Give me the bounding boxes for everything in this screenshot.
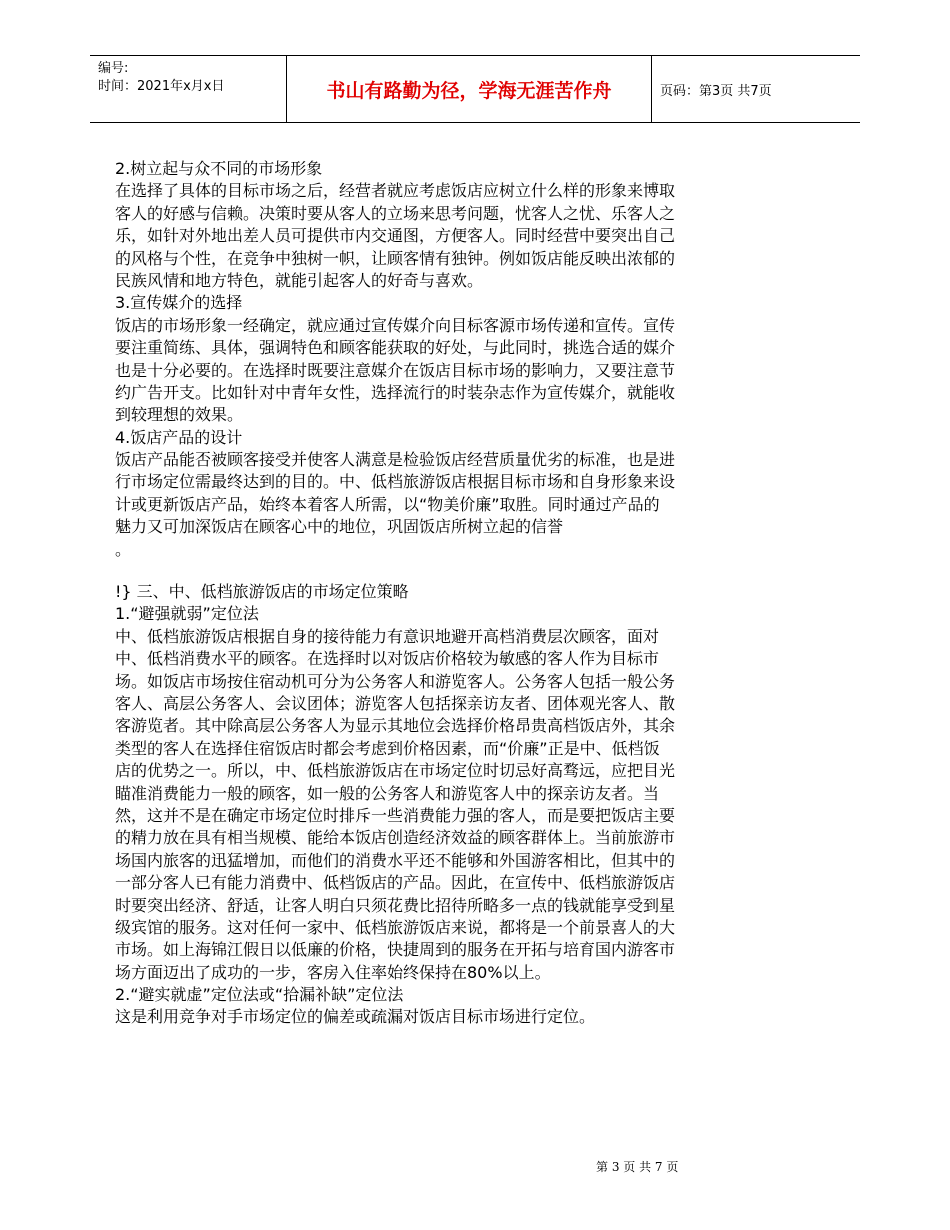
text-line: 乐，如针对外地出差人员可提供市内交通图，方便客人。同时经营中要突出自己 <box>115 226 676 246</box>
text-line: 场方面迈出了成功的一步，客房入住率始终保持在80%以上。 <box>115 962 551 982</box>
text-line: 3.宣传媒介的选择 <box>115 293 243 313</box>
text-line: 1.“避强就弱”定位法 <box>115 604 259 624</box>
text-line: 饭店产品能否被顾客接受并使客人满意是检验饭店经营质量优劣的标准，也是进 <box>115 450 676 470</box>
text-line: 约广告开支。比如针对中青年女性，选择流行的时装杂志作为宣传媒介，就能收 <box>115 382 676 402</box>
text-line: 店的优势之一。所以，中、低档旅游饭店在市场定位时切忌好高骛远，应把目光 <box>115 761 676 781</box>
text-line: 客人的好感与信赖。决策时要从客人的立场来思考问题，忧客人之忧、乐客人之 <box>115 203 676 223</box>
text-line: 行市场定位需最终达到的目的。中、低档旅游饭店根据目标市场和自身形象来设 <box>115 472 676 492</box>
text-line: 到较理想的效果。 <box>115 405 244 425</box>
text-line <box>115 561 775 581</box>
text-line: 。 <box>115 539 132 559</box>
page-footer: 第 3 页 共 7 页 <box>596 1160 679 1174</box>
text-line: 的风格与个性，在竞争中独树一帜，让顾客情有独钟。例如饭店能反映出浓郁的 <box>115 248 676 268</box>
text-line: 场。如饭店市场按住宿动机可分为公务客人和游览客人。公务客人包括一般公务 <box>115 671 676 691</box>
text-line: 计或更新饭店产品，始终本着客人所需，以“物美价廉”取胜。同时通过产品的 <box>115 494 660 514</box>
text-line: 中、低档消费水平的顾客。在选择时以对饭店价格较为敏感的客人作为目标市 <box>115 649 660 669</box>
page-header <box>90 55 860 123</box>
text-line: 民族风情和地方特色，就能引起客人的好奇与喜欢。 <box>115 270 484 290</box>
document-body <box>115 158 775 1029</box>
text-line: 也是十分必要的。在选择时既要注意媒介在饭店目标市场的影响力，又要注意节 <box>115 360 676 380</box>
text-line: 2.树立起与众不同的市场形象 <box>115 159 323 178</box>
text-line: 瞄准消费能力一般的顾客，如一般的公务客人和游览客人中的探亲访友者。当 <box>115 783 660 803</box>
text-line: 市场。如上海锦江假日以低廉的价格，快捷周到的服务在开拓与培育国内游客市 <box>115 940 676 960</box>
document-time-label: 时间：2021年x月x日 <box>98 79 225 94</box>
text-line: 时要突出经济、舒适，让客人明白只须花费比招待所略多一点的钱就能享受到星 <box>115 895 676 915</box>
text-line: !} 三、中、低档旅游饭店的市场定位策略 <box>115 582 409 602</box>
text-line: 2.“避实就虚”定位法或“拾漏补缺”定位法 <box>115 985 404 1005</box>
text-line: 的精力放在具有相当规模、能给本饭店创造经济效益的顾客群体上。当前旅游市 <box>115 828 676 848</box>
text-line: 级宾馆的服务。这对任何一家中、低档旅游饭店来说，都将是一个前景喜人的大 <box>115 917 676 937</box>
document-number-label: 编号: <box>98 61 129 76</box>
header-page-info: 页码：第3页 共7页 <box>660 84 772 99</box>
header-meta <box>98 60 224 96</box>
text-line: 然，这并不是在确定市场定位时排斥一些消费能力强的客人，而是要把饭店主要 <box>115 805 676 825</box>
header-slogan: 书山有路勤为径，学海无涯苦作舟 <box>286 56 652 122</box>
text-line: 这是利用竞争对手市场定位的偏差或疏漏对饭店目标市场进行定位。 <box>115 1007 596 1027</box>
text-line: 类型的客人在选择住宿饭店时都会考虑到价格因素，而“价廉”正是中、低档饭 <box>115 738 660 758</box>
text-line: 场国内旅客的迅猛增加，而他们的消费水平还不能够和外国游客相比，但其中的 <box>115 850 676 870</box>
text-line: 中、低档旅游饭店根据自身的接待能力有意识地避开高档消费层次顾客，面对 <box>115 626 660 646</box>
text-line: 4.饭店产品的设计 <box>115 427 243 447</box>
text-line: 一部分客人已有能力消费中、低档饭店的产品。因此，在宣传中、低档旅游饭店 <box>115 873 676 893</box>
text-line: 饭店的市场形象一经确定，就应通过宣传媒介向目标客源市场传递和宣传。宣传 <box>115 315 676 335</box>
text-line: 在选择了具体的目标市场之后，经营者就应考虑饭店应树立什么样的形象来博取 <box>115 181 676 201</box>
text-line: 要注重简练、具体，强调特色和顾客能获取的好处，与此同时，挑选合适的媒介 <box>115 338 676 358</box>
text-line: 客游览者。其中除高层公务客人为显示其地位会选择价格昂贵高档饭店外，其余 <box>115 716 676 736</box>
text-line: 客人、高层公务客人、会议团体；游览客人包括探亲访友者、团体观光客人、散 <box>115 693 676 713</box>
text-line: 魅力又可加深饭店在顾客心中的地位，巩固饭店所树立起的信誉 <box>115 517 564 537</box>
